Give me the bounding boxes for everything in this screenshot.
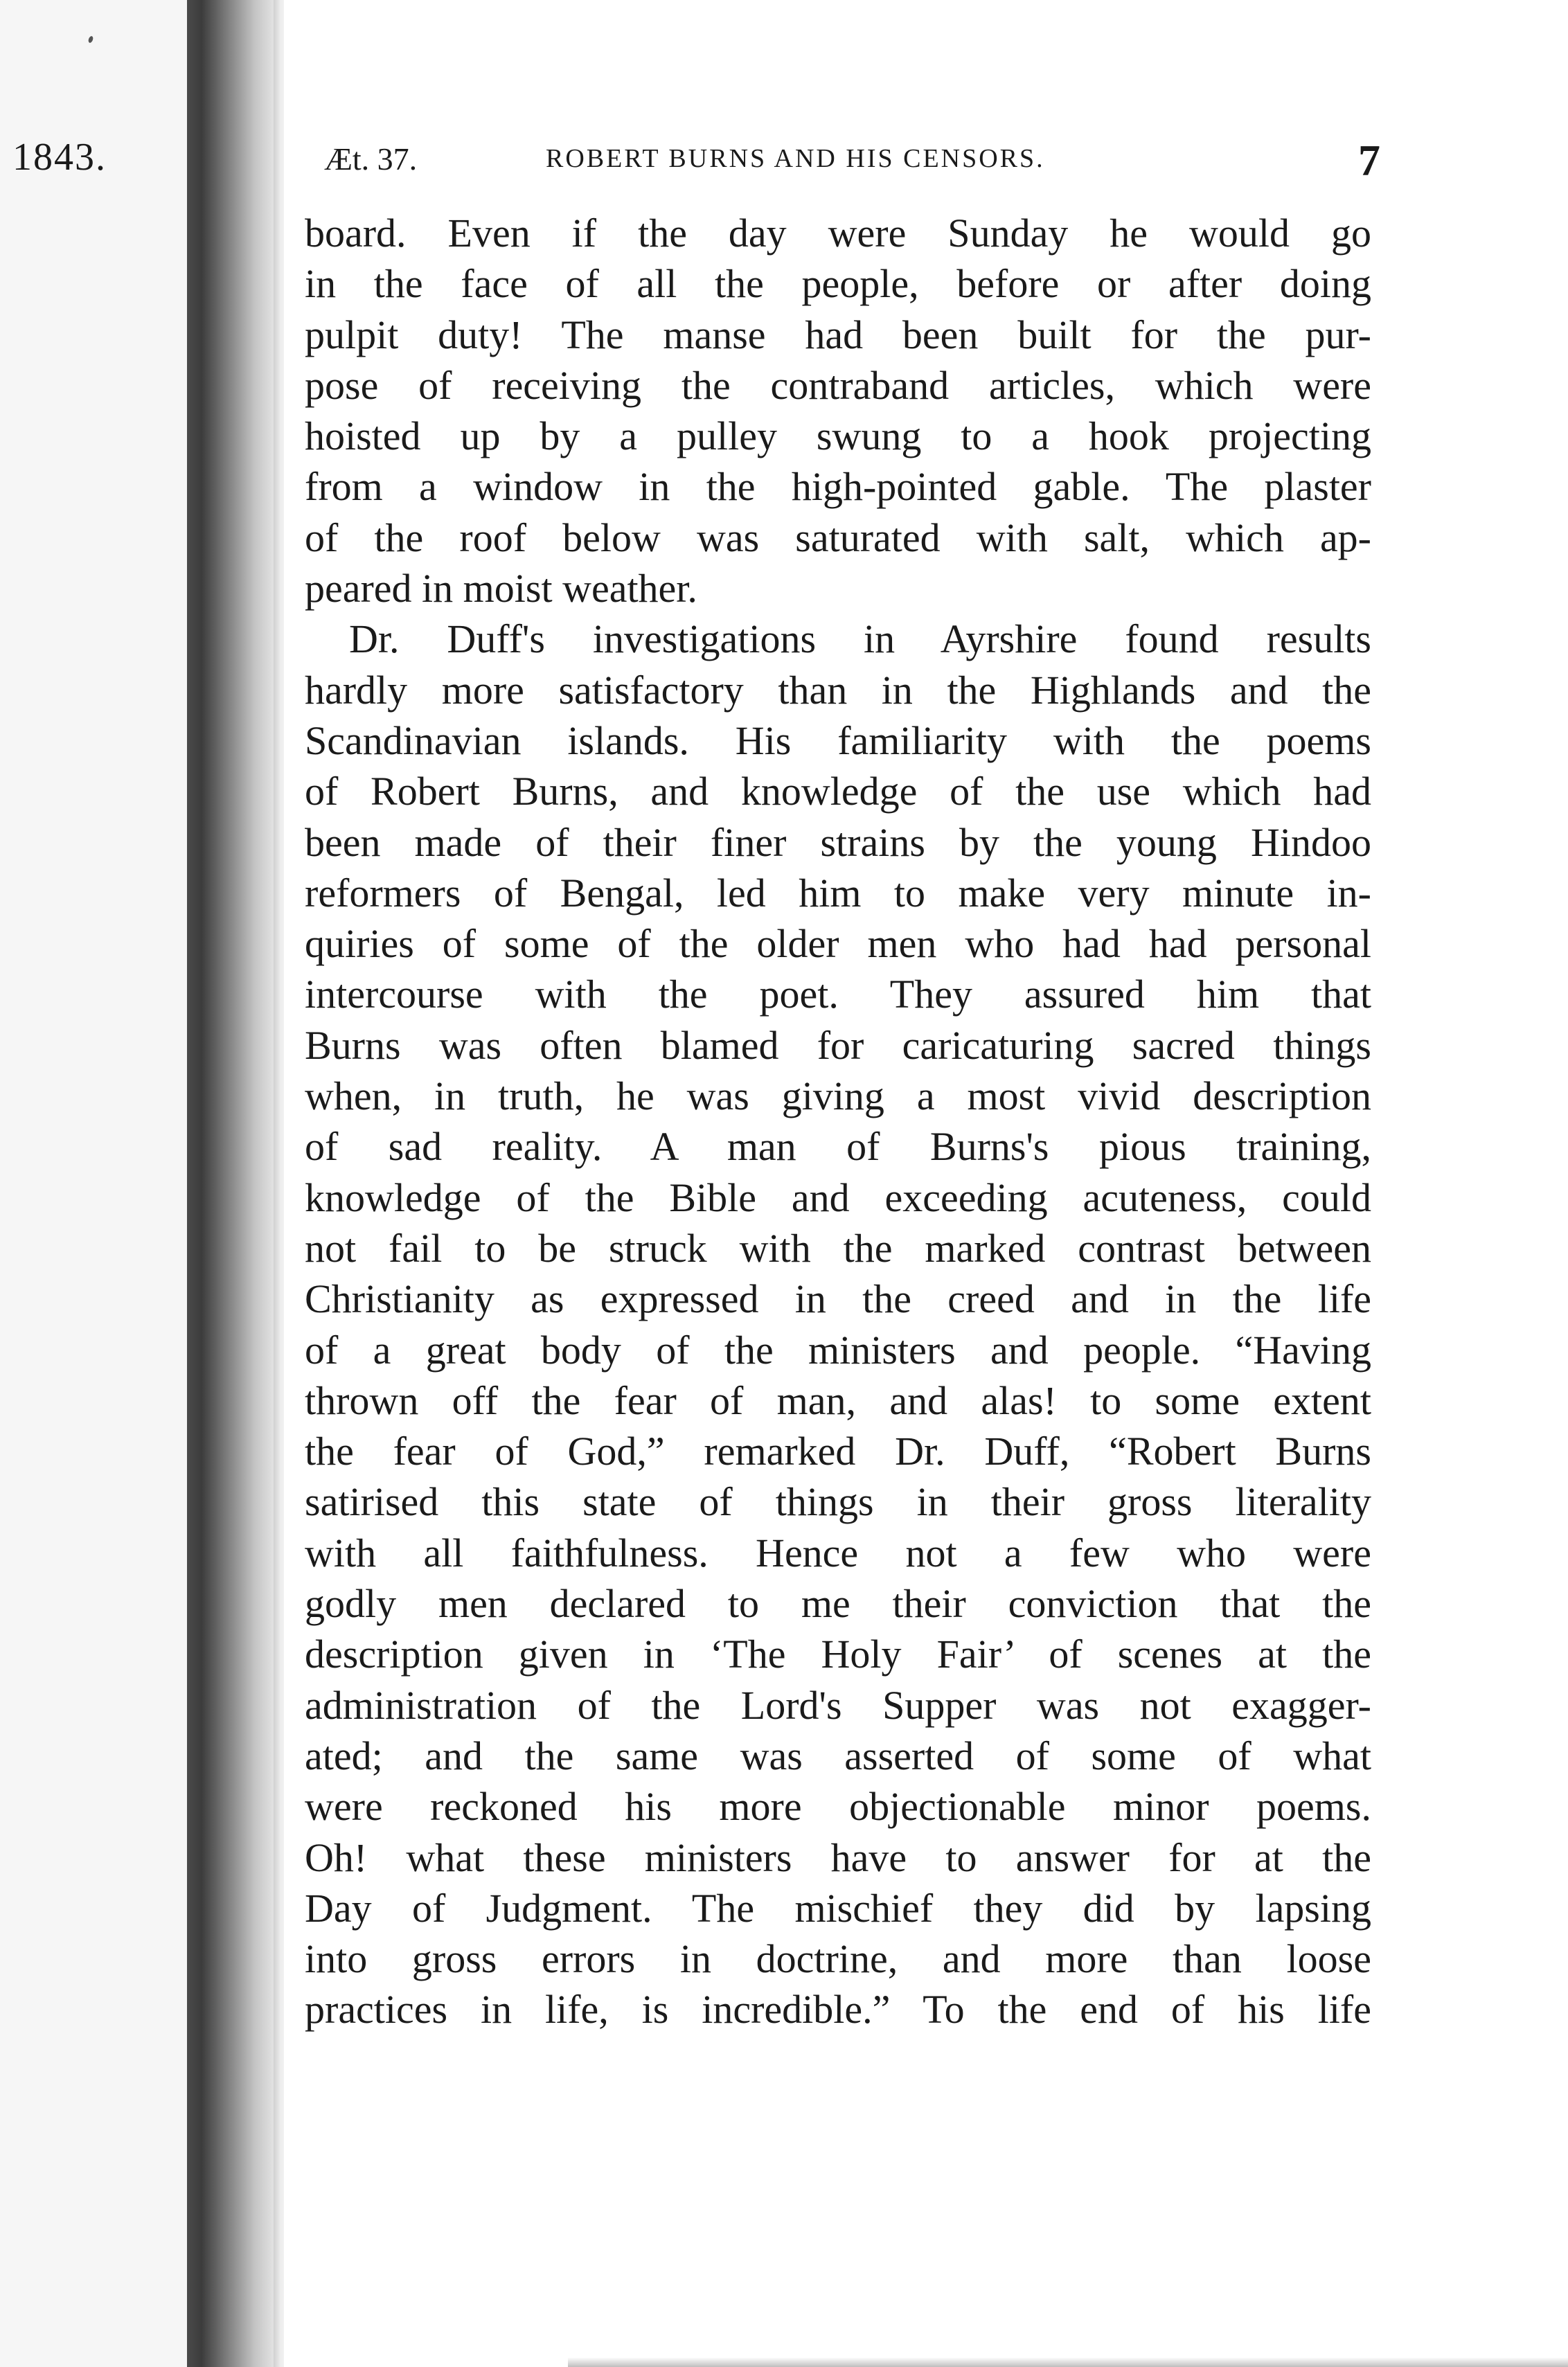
body-text-line: of a great body of the ministers and people. “Having: [305, 1327, 1371, 1373]
body-text-line: description given in ‘The Holy Fair’ of scenes at the: [305, 1632, 1371, 1677]
body-text-line: thrown off the fear of man, and alas! to some extent: [305, 1377, 1371, 1423]
left-facing-page: [0, 0, 208, 2367]
body-text-line: Scandinavian islands. His familiarity with the poems: [305, 717, 1371, 763]
body-text-line: administration of the Lord's Supper was not exagger-: [305, 1682, 1371, 1728]
bottom-edge-shadow: [568, 2357, 1568, 2367]
running-head-age: Æt. 37.: [324, 141, 418, 177]
body-text-line: ated; and the same was asserted of some of what: [305, 1733, 1371, 1778]
body-text-line: hardly more satisfactory than in the Highlands and the: [305, 667, 1371, 713]
body-text-line: the fear of God,” remarked Dr. Duff, “Robert Burns: [305, 1429, 1371, 1474]
body-text-line: board. Even if the day were Sunday he would go: [305, 211, 1371, 256]
body-text: [305, 208, 1371, 2035]
body-text-line: quiries of some of the older men who had had personal: [305, 921, 1371, 967]
body-text-line: hoisted up by a pulley swung to a hook projecting: [305, 413, 1371, 459]
body-text-line: of sad reality. A man of Burns's pious training,: [305, 1124, 1371, 1170]
body-text-line: of the roof below was saturated with salt, which ap-: [305, 515, 1371, 560]
body-text-line: Oh! what these ministers have to answer for at the: [305, 1834, 1371, 1880]
body-text-line: were reckoned his more objectionable minor poems.: [305, 1784, 1371, 1830]
body-text-line: pulpit duty! The manse had been built for the pur-: [305, 312, 1371, 357]
body-text-line: been made of their finer strains by the young Hindoo: [305, 819, 1371, 865]
left-page-year: 1843.: [12, 136, 107, 179]
body-text-line: with all faithfulness. Hence not a few who were: [305, 1530, 1371, 1575]
running-head: [324, 135, 1380, 184]
body-text-line: not fail to be struck with the marked contrast between: [305, 1225, 1371, 1271]
body-text-line: intercourse with the poet. They assured him that: [305, 972, 1371, 1017]
body-text-line: Burns was often blamed for caricaturing sacred things: [305, 1022, 1371, 1068]
body-text-line: knowledge of the Bible and exceeding acuteness, could: [305, 1174, 1371, 1220]
body-text-line: of Robert Burns, and knowledge of the use which had: [305, 769, 1371, 814]
body-text-line: godly men declared to me their conviction that the: [305, 1581, 1371, 1627]
body-text-line: in the face of all the people, before or after doing: [305, 261, 1371, 307]
body-text-line: Dr. Duff's investigations in Ayrshire found results: [349, 616, 1371, 662]
body-text-line: Day of Judgment. The mischief they did by lapsing: [305, 1885, 1371, 1931]
body-text-line: into gross errors in doctrine, and more than loose: [305, 1936, 1371, 1982]
running-head-title: ROBERT BURNS AND HIS CENSORS.: [546, 144, 1045, 173]
gutter-edge: [274, 0, 280, 2367]
body-text-line: pose of receiving the contraband articles, which were: [305, 362, 1371, 408]
body-text-line: practices in life, is incredible.” To the end of his life: [305, 1987, 1371, 2033]
page-number: 7: [1358, 136, 1380, 185]
body-text-line: when, in truth, he was giving a most vivid description: [305, 1073, 1371, 1119]
body-text-line: satirised this state of things in their gross literality: [305, 1479, 1371, 1525]
body-text-line: reformers of Bengal, led him to make very minute in-: [305, 870, 1371, 915]
body-text-line: from a window in the high-pointed gable. The plaster: [305, 464, 1371, 510]
body-text-line: peared in moist weather.: [305, 566, 697, 611]
body-text-line: Christianity as expressed in the creed and in the life: [305, 1276, 1371, 1322]
ink-speck: [87, 35, 93, 43]
book-gutter-shadow: [187, 0, 284, 2367]
